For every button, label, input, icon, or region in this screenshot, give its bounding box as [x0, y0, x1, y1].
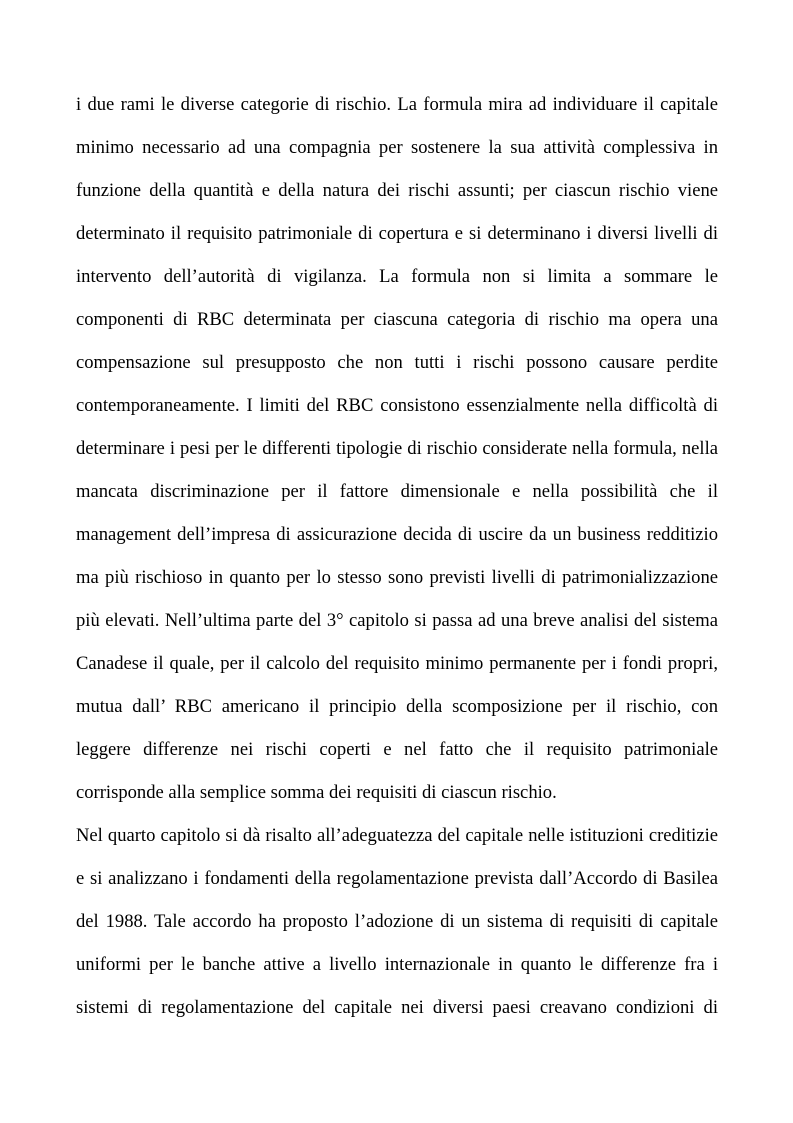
- text-line: Nel quarto capitolo si dà risalto all’adeguatezza del capitale nelle istituzioni creditizie: [76, 825, 718, 846]
- text-line: minimo necessario ad una compagnia per sostenere la sua attività complessiva in: [76, 137, 718, 158]
- text-line: Canadese il quale, per il calcolo del requisito minimo permanente per i fondi propri,: [76, 653, 718, 674]
- text-line: ma più rischioso in quanto per lo stesso sono previsti livelli di patrimonializzazione: [76, 567, 718, 588]
- text-line: componenti di RBC determinata per ciascuna categoria di rischio ma opera una: [76, 309, 718, 330]
- text-line: management dell’impresa di assicurazione decida di uscire da un business redditizio: [76, 524, 718, 545]
- text-line: più elevati. Nell’ultima parte del 3° capitolo si passa ad una breve analisi del sistema: [76, 610, 718, 631]
- text-line: mancata discriminazione per il fattore dimensionale e nella possibilità che il: [76, 481, 718, 502]
- text-line: corrisponde alla semplice somma dei requisiti di ciascun rischio.: [76, 782, 557, 803]
- text-line: e si analizzano i fondamenti della regolamentazione prevista dall’Accordo di Basilea: [76, 868, 718, 889]
- text-line: sistemi di regolamentazione del capitale nei diversi paesi creavano condizioni di: [76, 997, 718, 1018]
- text-line: contemporaneamente. I limiti del RBC consistono essenzialmente nella difficoltà di: [76, 395, 718, 416]
- text-line: leggere differenze nei rischi coperti e nel fatto che il requisito patrimoniale: [76, 739, 718, 760]
- text-line: i due rami le diverse categorie di rischio. La formula mira ad individuare il capitale: [76, 94, 718, 115]
- text-line: intervento dell’autorità di vigilanza. La formula non si limita a sommare le: [76, 266, 718, 287]
- text-line: determinato il requisito patrimoniale di copertura e si determinano i diversi livelli di: [76, 223, 718, 244]
- text-line: funzione della quantità e della natura dei rischi assunti; per ciascun rischio viene: [76, 180, 718, 201]
- text-line: del 1988. Tale accordo ha proposto l’adozione di un sistema di requisiti di capitale: [76, 911, 718, 932]
- text-line: compensazione sul presupposto che non tutti i rischi possono causare perdite: [76, 352, 718, 373]
- text-line: mutua dall’ RBC americano il principio della scomposizione per il rischio, con: [76, 696, 718, 717]
- text-line: determinare i pesi per le differenti tipologie di rischio considerate nella formula, nella: [76, 438, 718, 459]
- text-line: uniformi per le banche attive a livello internazionale in quanto le differenze fra i: [76, 954, 718, 975]
